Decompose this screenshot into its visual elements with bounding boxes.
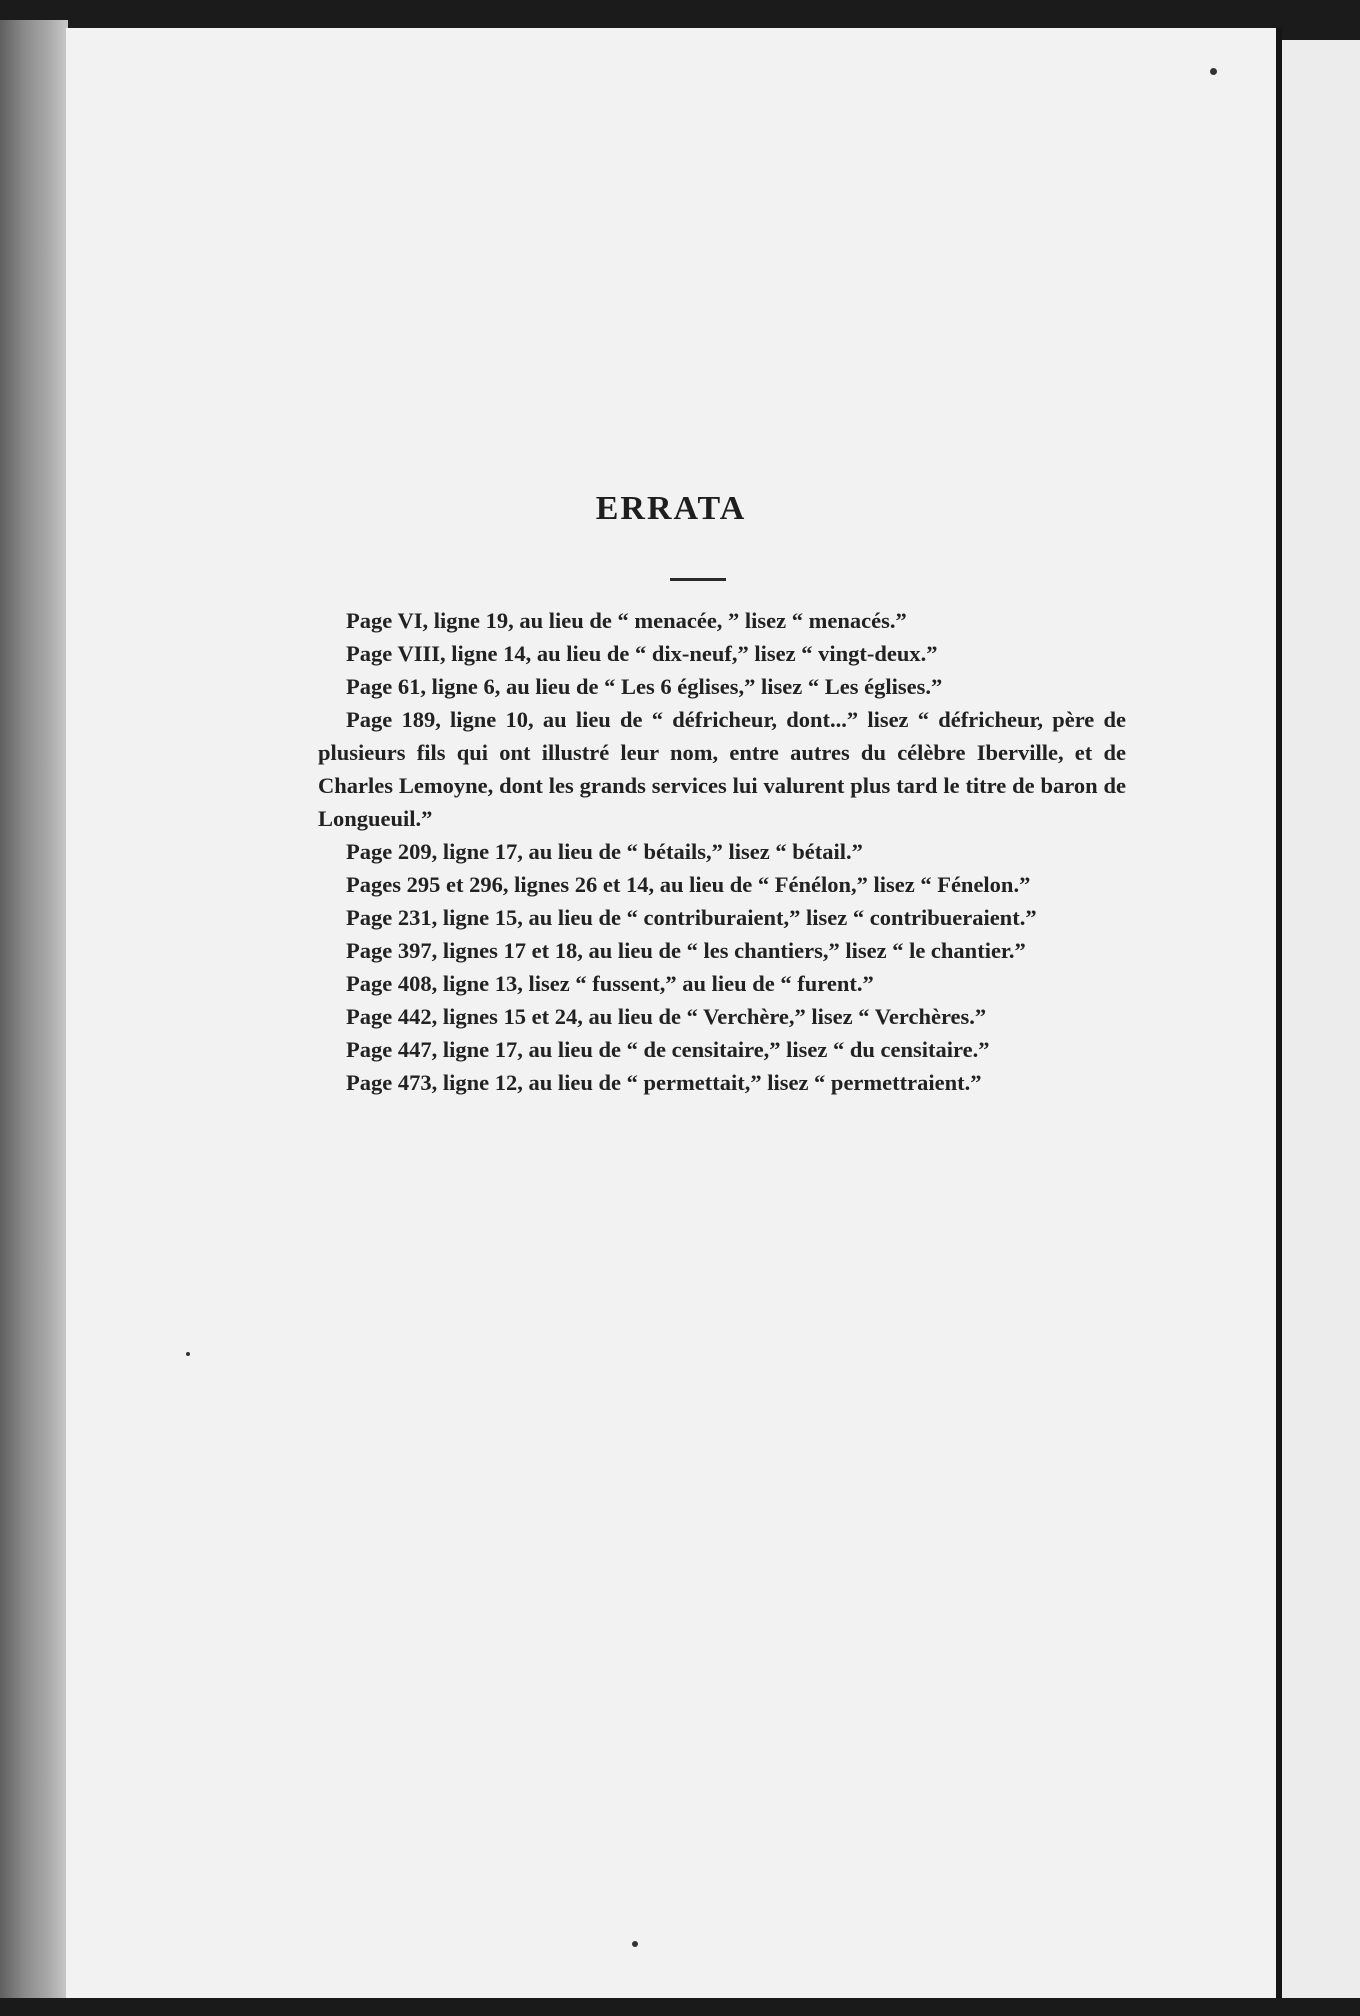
title-rule (670, 578, 726, 581)
dust-speck (632, 1941, 638, 1947)
errata-entry: Page 209, ligne 17, au lieu de “ bétails,” lisez “ bétail.” (346, 839, 863, 864)
errata-entry: Pages 295 et 296, lignes 26 et 14, au lieu de “ Fénélon,” lisez “ Fénelon.” (346, 872, 1031, 897)
errata-page (66, 28, 1282, 2000)
facing-page-edge (1282, 40, 1360, 2000)
errata-entry: Page VIII, ligne 14, au lieu de “ dix-neuf,” lisez “ vingt-deux.” (346, 641, 938, 666)
errata-entry: Page 408, ligne 13, lisez “ fussent,” au lieu de “ furent.” (346, 971, 874, 996)
errata-entry: Page 447, ligne 17, au lieu de “ de censitaire,” lisez “ du censitaire.” (346, 1037, 990, 1062)
errata-entry: Page VI, ligne 19, au lieu de “ menacée, ” lisez “ menacés.” (346, 608, 907, 633)
errata-entry: Page 442, lignes 15 et 24, au lieu de “ Verchère,” lisez “ Verchères.” (346, 1004, 987, 1029)
errata-entry: Page 397, lignes 17 et 18, au lieu de “ les chantiers,” lisez “ le chantier.” (346, 938, 1026, 963)
dust-speck (186, 1352, 190, 1356)
errata-entry: Page 231, ligne 15, au lieu de “ contriburaient,” lisez “ contribueraient.” (346, 905, 1037, 930)
errata-list (318, 604, 1126, 1099)
page-title: ERRATA (595, 490, 747, 527)
errata-entry: Page 189, ligne 10, au lieu de “ défricheur, dont...” lisez “ défricheur, père de plusieurs fils qui ont illustré leur nom, entre autres du célèbre Iberville, et de Charles Lemoyne, dont les grands services lui valurent plus tard le titre de baron de Longueuil.” (318, 707, 1126, 831)
dust-speck (1210, 68, 1217, 75)
errata-entry: Page 473, ligne 12, au lieu de “ permettait,” lisez “ permettraient.” (346, 1070, 982, 1095)
scan-bottom-edge (0, 1998, 1360, 2016)
book-spine-edge (0, 20, 68, 2000)
errata-entry: Page 61, ligne 6, au lieu de “ Les 6 églises,” lisez “ Les églises.” (346, 674, 943, 699)
